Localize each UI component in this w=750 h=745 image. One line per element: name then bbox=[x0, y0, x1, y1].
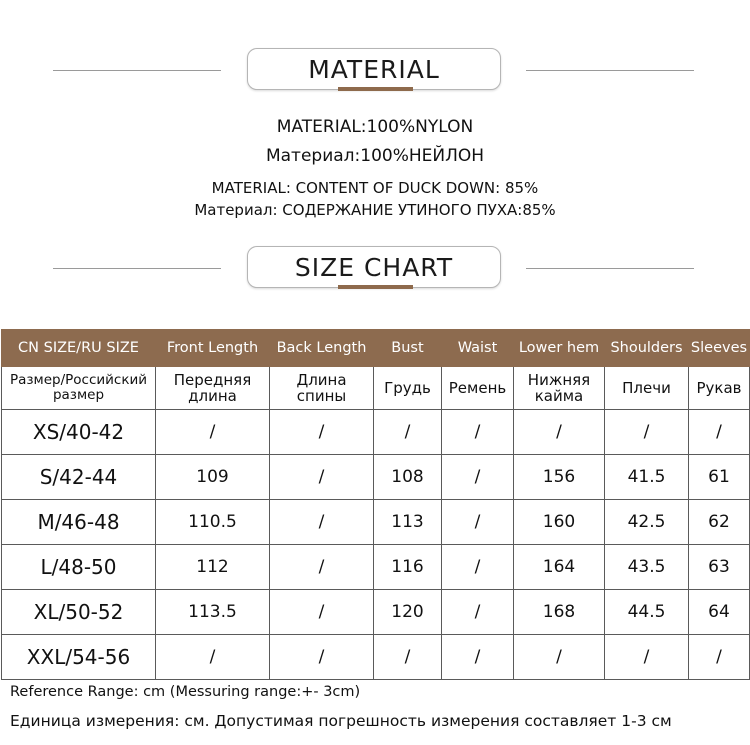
header-row-ru bbox=[2, 367, 750, 410]
table-cell: 61 bbox=[689, 455, 750, 500]
material-line-ru: Материал:100%НЕЙЛОН bbox=[265, 146, 485, 166]
table-cell: / bbox=[442, 545, 514, 590]
ru-header-cell: Нижняя кайма bbox=[514, 367, 605, 410]
down-content-line-ru: Материал: СОДЕРЖАНИЕ УТИНОГО ПУХА:85% bbox=[194, 201, 556, 219]
divider-left bbox=[53, 70, 221, 71]
header-cell: Shoulders bbox=[605, 330, 689, 367]
header-cell: Bust bbox=[374, 330, 442, 367]
table-cell: / bbox=[270, 545, 374, 590]
table-cell: / bbox=[270, 455, 374, 500]
ru-header-cell: Ремень bbox=[442, 367, 514, 410]
table-cell: / bbox=[374, 635, 442, 680]
ru-header-cell: Размер/Российский размер bbox=[2, 367, 156, 410]
table-cell: / bbox=[156, 635, 270, 680]
table-cell: / bbox=[270, 590, 374, 635]
table-cell: 108 bbox=[374, 455, 442, 500]
table-cell: / bbox=[270, 635, 374, 680]
table-cell: 113 bbox=[374, 500, 442, 545]
header-cell: CN SIZE/RU SIZE bbox=[2, 330, 156, 367]
table-cell: 120 bbox=[374, 590, 442, 635]
table-cell: / bbox=[156, 410, 270, 455]
table-cell: / bbox=[270, 410, 374, 455]
material-section-header bbox=[0, 48, 750, 94]
table-cell: 116 bbox=[374, 545, 442, 590]
table-cell: 42.5 bbox=[605, 500, 689, 545]
reference-range-note-en: Reference Range: cm (Messuring range:+- 3cm) bbox=[10, 684, 361, 700]
table-cell: 110.5 bbox=[156, 500, 270, 545]
table-cell: / bbox=[514, 410, 605, 455]
header-cell: Back Length bbox=[270, 330, 374, 367]
size-cell: XL/50-52 bbox=[2, 590, 156, 635]
table-cell: 43.5 bbox=[605, 545, 689, 590]
size-cell: XS/40-42 bbox=[2, 410, 156, 455]
table-row bbox=[2, 410, 750, 455]
heading-accent-bar bbox=[338, 87, 413, 91]
size-cell: XXL/54-56 bbox=[2, 635, 156, 680]
table-cell: / bbox=[270, 500, 374, 545]
ru-header-cell: Грудь bbox=[374, 367, 442, 410]
divider-right bbox=[526, 70, 694, 71]
table-cell: / bbox=[605, 635, 689, 680]
ru-header-cell: Длина спины bbox=[270, 367, 374, 410]
header-cell: Waist bbox=[442, 330, 514, 367]
table-row bbox=[2, 635, 750, 680]
table-cell: / bbox=[689, 410, 750, 455]
table-cell: / bbox=[442, 635, 514, 680]
material-heading-pill bbox=[247, 48, 501, 90]
size-chart-heading: SIZE CHART bbox=[294, 252, 454, 282]
divider-right bbox=[526, 268, 694, 269]
table-cell: / bbox=[514, 635, 605, 680]
table-cell: / bbox=[442, 410, 514, 455]
table-cell: 156 bbox=[514, 455, 605, 500]
table-cell: 63 bbox=[689, 545, 750, 590]
down-content-line-en: MATERIAL: CONTENT OF DUCK DOWN: 85% bbox=[211, 179, 539, 197]
table-row bbox=[2, 500, 750, 545]
heading-accent-bar bbox=[338, 285, 413, 289]
size-cell: S/42-44 bbox=[2, 455, 156, 500]
reference-range-note-ru: Единица измерения: см. Допустимая погрешность измерения составляет 1-3 см bbox=[10, 712, 672, 730]
header-cell: Lower hem bbox=[514, 330, 605, 367]
size-chart-section-header bbox=[0, 246, 750, 292]
material-line-en: MATERIAL:100%NYLON bbox=[276, 117, 474, 137]
table-cell: 113.5 bbox=[156, 590, 270, 635]
table-cell: 41.5 bbox=[605, 455, 689, 500]
table-cell: / bbox=[442, 455, 514, 500]
table-cell: 44.5 bbox=[605, 590, 689, 635]
header-cell: Sleeves bbox=[689, 330, 750, 367]
table-cell: / bbox=[374, 410, 442, 455]
table-cell: 160 bbox=[514, 500, 605, 545]
table-cell: 168 bbox=[514, 590, 605, 635]
material-heading: MATERIAL bbox=[308, 54, 440, 84]
header-cell: Front Length bbox=[156, 330, 270, 367]
table-cell: / bbox=[442, 500, 514, 545]
size-chart-table bbox=[1, 329, 750, 680]
table-cell: 109 bbox=[156, 455, 270, 500]
divider-left bbox=[53, 268, 221, 269]
size-cell: L/48-50 bbox=[2, 545, 156, 590]
table-cell: 64 bbox=[689, 590, 750, 635]
table-cell: 112 bbox=[156, 545, 270, 590]
size-chart-heading-pill bbox=[247, 246, 501, 288]
table-cell: 164 bbox=[514, 545, 605, 590]
table-cell: / bbox=[689, 635, 750, 680]
header-row-en bbox=[2, 330, 750, 367]
ru-header-cell: Плечи bbox=[605, 367, 689, 410]
table-cell: 62 bbox=[689, 500, 750, 545]
table-row bbox=[2, 590, 750, 635]
table-cell: / bbox=[605, 410, 689, 455]
table-row bbox=[2, 545, 750, 590]
ru-header-cell: Рукав bbox=[689, 367, 750, 410]
table-row bbox=[2, 455, 750, 500]
table-cell: / bbox=[442, 590, 514, 635]
size-cell: M/46-48 bbox=[2, 500, 156, 545]
ru-header-cell: Передняя длина bbox=[156, 367, 270, 410]
